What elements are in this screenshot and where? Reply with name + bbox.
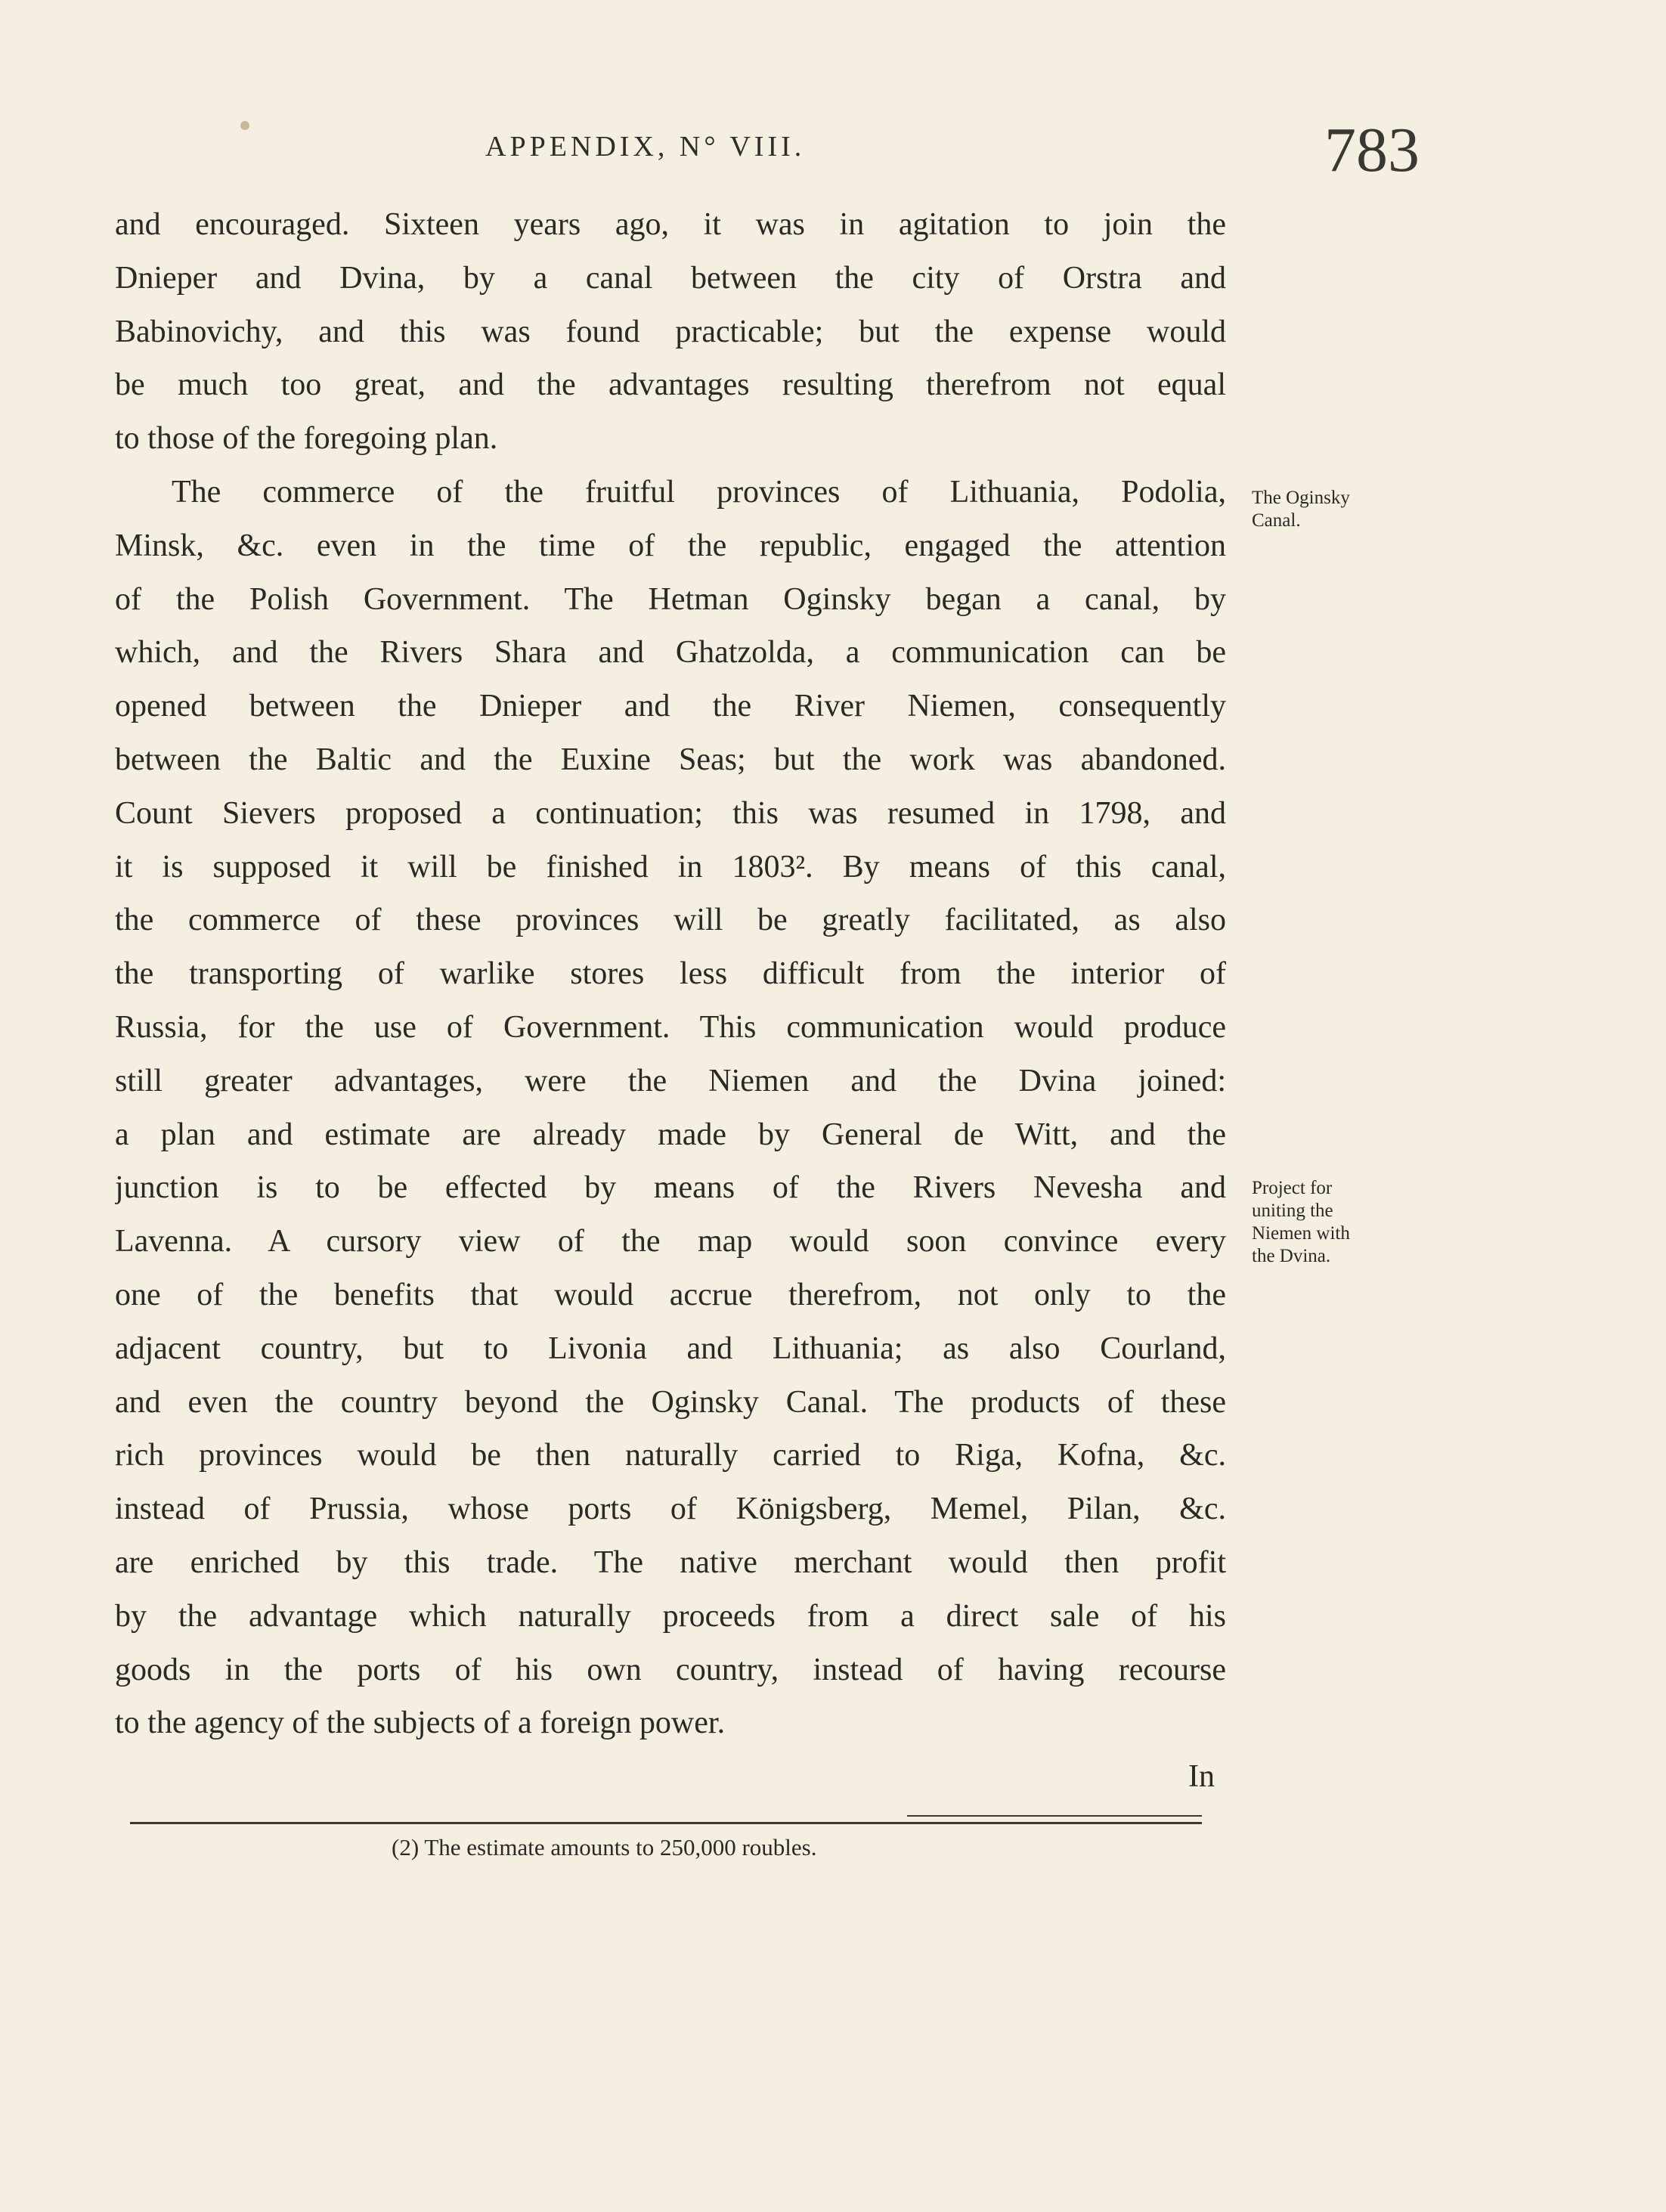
text-line: The commerce of the fruitful provinces of Lithuania, Podolia, — [172, 474, 1226, 510]
margin-note-line: Canal. — [1252, 510, 1301, 531]
text-line: to the agency of the subjects of a foreign power. — [115, 1705, 726, 1741]
main-text — [115, 198, 1226, 1750]
text-line: to those of the foregoing plan. — [115, 421, 498, 457]
text-line: rich provinces would be then naturally carried to Riga, Kofna, &c. — [115, 1438, 1226, 1473]
text-line: it is supposed it will be finished in 1803². By means of this canal, — [115, 849, 1226, 884]
margin-note-line: The Oginsky — [1252, 488, 1350, 508]
paper-speck — [240, 121, 249, 130]
text-line: junction is to be effected by means of the Rivers Nevesha and — [115, 1170, 1226, 1206]
text-line: Russia, for the use of Government. This communication would produce — [115, 1009, 1226, 1045]
text-line: Babinovichy, and this was found practicable; but the expense would — [115, 314, 1226, 349]
margin-note-line: Niemen with — [1252, 1223, 1350, 1244]
text-line: Minsk, &c. even in the time of the republic, engaged the attention — [115, 528, 1226, 563]
text-line: be much too great, and the advantages resulting therefrom not equal — [115, 367, 1226, 403]
text-line: a plan and estimate are already made by General de Witt, and the — [115, 1117, 1226, 1152]
text-line: are enriched by this trade. The native merchant would then profit — [115, 1544, 1226, 1580]
footnote-rule — [130, 1822, 1202, 1824]
text-line: Count Sievers proposed a continuation; this was resumed in 1798, and — [115, 795, 1226, 831]
text-line: still greater advantages, were the Niemen and the Dvina joined: — [115, 1063, 1226, 1098]
margin-note-oginsky-canal — [1252, 487, 1350, 532]
text-line: the transporting of warlike stores less difficult from the interior of — [115, 956, 1226, 992]
page-number: 783 — [1324, 115, 1420, 185]
text-line: the commerce of these provinces will be greatly facilitated, as also — [115, 903, 1226, 938]
text-line: goods in the ports of his own country, instead of having recourse — [115, 1652, 1226, 1687]
text-line: Lavenna. A cursory view of the map would soon convince every — [115, 1224, 1226, 1259]
text-line: Dnieper and Dvina, by a canal between the city of Orstra and — [115, 260, 1226, 296]
margin-note-line: Project for — [1252, 1178, 1333, 1198]
text-line: by the advantage which naturally proceeds from a direct sale of his — [115, 1598, 1226, 1634]
margin-note-line: the Dvina. — [1252, 1246, 1331, 1266]
margin-note-line: uniting the — [1252, 1200, 1333, 1221]
text-line: between the Baltic and the Euxine Seas; but the work was abandoned. — [115, 742, 1226, 777]
footnote: (2) The estimate amounts to 250,000 roubles. — [392, 1834, 817, 1860]
text-line: of the Polish Government. The Hetman Oginsky began a canal, by — [115, 581, 1226, 617]
footnote-rule-short — [907, 1815, 1202, 1817]
catchword: In — [1188, 1759, 1215, 1794]
running-title: APPENDIX, N° VIII. — [485, 131, 806, 163]
text-line: and encouraged. Sixteen years ago, it was in agitation to join the — [115, 207, 1226, 242]
text-line: instead of Prussia, whose ports of Königsberg, Memel, Pilan, &c. — [115, 1492, 1226, 1527]
text-line: and even the country beyond the Oginsky Canal. The products of these — [115, 1384, 1226, 1420]
text-line: one of the benefits that would accrue therefrom, not only to the — [115, 1277, 1226, 1312]
margin-note-niemen-dvina — [1252, 1177, 1350, 1268]
text-line: opened between the Dnieper and the River Niemen, consequently — [115, 689, 1226, 724]
text-line: which, and the Rivers Shara and Ghatzolda, a communication can be — [115, 635, 1226, 671]
text-line: adjacent country, but to Livonia and Lithuania; as also Courland, — [115, 1331, 1226, 1366]
